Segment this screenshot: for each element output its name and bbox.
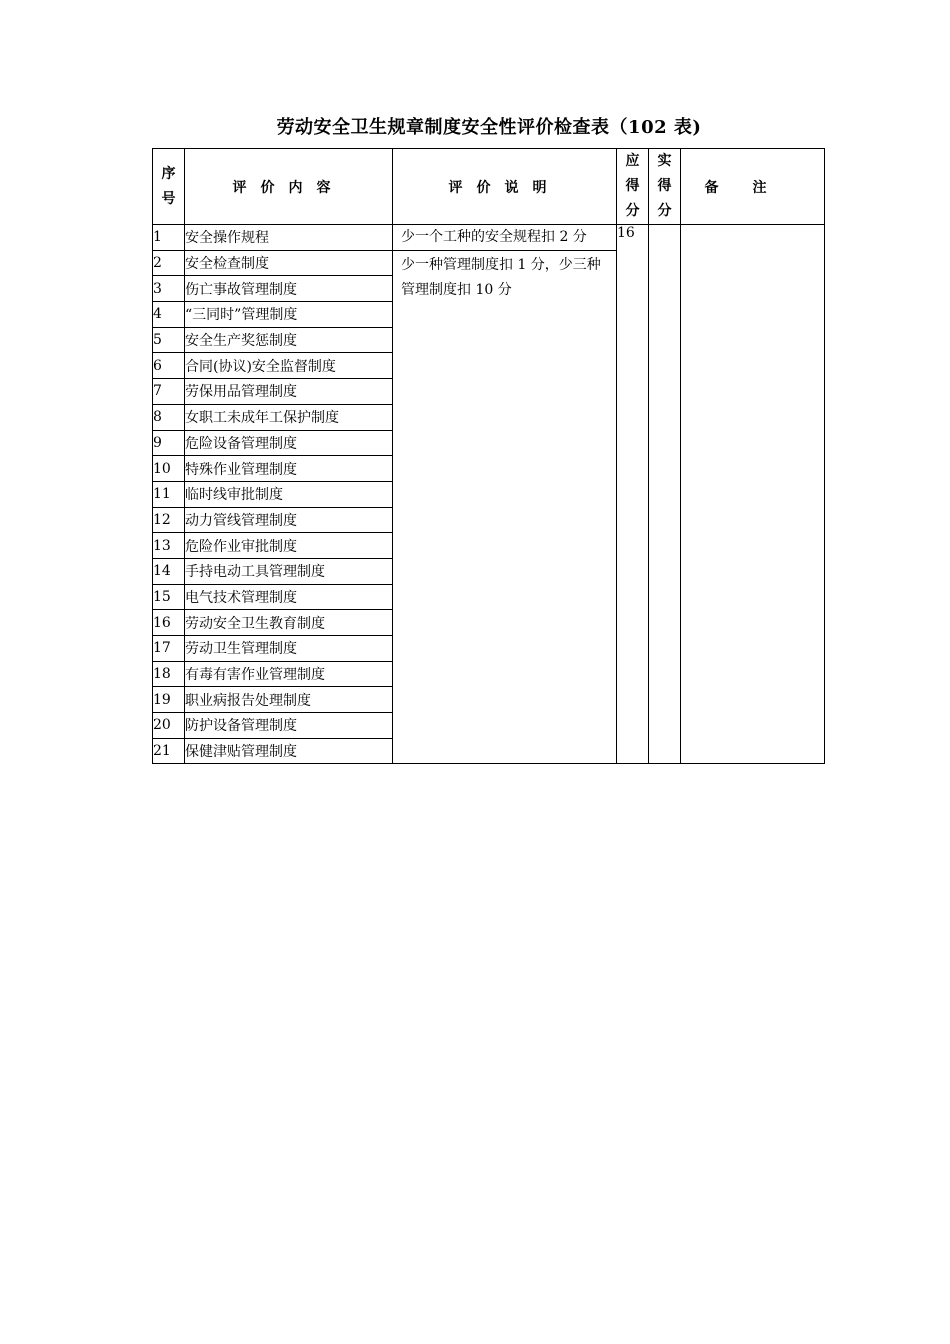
- row-number: 19: [153, 687, 185, 713]
- row-content: 安全生产奖惩制度: [185, 327, 393, 353]
- row-number: 9: [153, 430, 185, 456]
- row-number: 18: [153, 661, 185, 687]
- row-content: 劳保用品管理制度: [185, 379, 393, 405]
- row-content: 电气技术管理制度: [185, 584, 393, 610]
- row-content: 合同(协议)安全监督制度: [185, 353, 393, 379]
- row-content: 安全检查制度: [185, 250, 393, 276]
- row-content: 特殊作业管理制度: [185, 456, 393, 482]
- document-title: 劳动安全卫生规章制度安全性评价检查表（102 表): [276, 117, 702, 138]
- header-row: [153, 149, 825, 225]
- row-content: 危险作业审批制度: [185, 533, 393, 559]
- row-number: 13: [153, 533, 185, 559]
- row-number: 5: [153, 327, 185, 353]
- row-number: 21: [153, 738, 185, 764]
- header-content: 评价内容: [185, 149, 393, 225]
- row-number: 20: [153, 713, 185, 739]
- row-number: 7: [153, 379, 185, 405]
- header-should-score: 应 得 分: [617, 149, 649, 225]
- row-content: 手持电动工具管理制度: [185, 558, 393, 584]
- row-number: 10: [153, 456, 185, 482]
- row-number: 1: [153, 225, 185, 251]
- row-number: 4: [153, 302, 185, 328]
- row-number: 3: [153, 276, 185, 302]
- header-explanation: 评价说明: [393, 149, 617, 225]
- row-content: 劳动安全卫生教育制度: [185, 610, 393, 636]
- header-seq: 序 号: [153, 149, 185, 225]
- row-content: 职业病报告处理制度: [185, 687, 393, 713]
- row-number: 15: [153, 584, 185, 610]
- row-content: 伤亡事故管理制度: [185, 276, 393, 302]
- remarks-cell: [681, 225, 825, 764]
- row-content: 保健津贴管理制度: [185, 738, 393, 764]
- row-content: 动力管线管理制度: [185, 507, 393, 533]
- row-number: 17: [153, 636, 185, 662]
- table-body: [153, 225, 825, 764]
- row-number: 14: [153, 558, 185, 584]
- should-score-value: 16: [617, 225, 649, 764]
- row-content: 临时线审批制度: [185, 481, 393, 507]
- row-number: 2: [153, 250, 185, 276]
- table-row: [153, 225, 825, 251]
- row-content: 危险设备管理制度: [185, 430, 393, 456]
- row-number: 6: [153, 353, 185, 379]
- row-content: 防护设备管理制度: [185, 713, 393, 739]
- row-number: 11: [153, 481, 185, 507]
- header-actual-score: 实 得 分: [649, 149, 681, 225]
- actual-score-cell: [649, 225, 681, 764]
- row-number: 16: [153, 610, 185, 636]
- explanation-line-1: 少一个工种的安全规程扣 2 分: [393, 225, 616, 251]
- row-number: 8: [153, 404, 185, 430]
- row-content: 安全操作规程: [185, 225, 393, 251]
- evaluation-table: [152, 148, 825, 764]
- explanation-cell: [393, 225, 617, 764]
- row-content: 女职工未成年工保护制度: [185, 404, 393, 430]
- row-content: 劳动卫生管理制度: [185, 636, 393, 662]
- header-remarks: 备注: [681, 149, 825, 225]
- row-content: 有毒有害作业管理制度: [185, 661, 393, 687]
- explanation-line-2: 少一种管理制度扣 1 分，少三种管理制度扣 10 分: [401, 257, 601, 298]
- row-number: 12: [153, 507, 185, 533]
- row-content: “三同时”管理制度: [185, 302, 393, 328]
